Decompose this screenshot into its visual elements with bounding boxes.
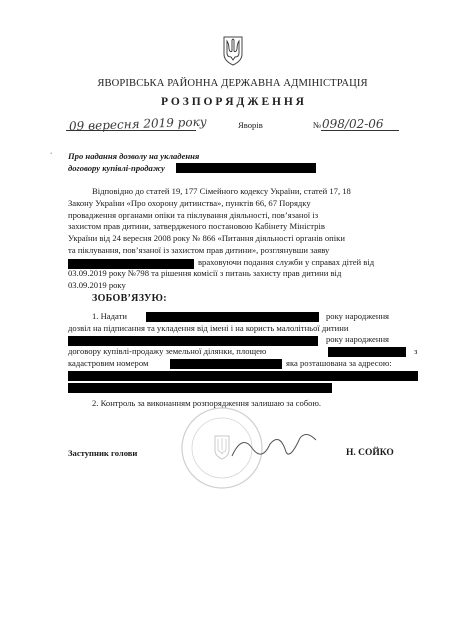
number-sign: № — [313, 120, 322, 130]
redacted-child-name — [68, 336, 318, 346]
redacted-cadastral-number — [170, 359, 282, 369]
paragraph-1-line-4: захистом прав дитини, затвердженого постановою Кабінету Міністрів — [68, 221, 325, 231]
date-handwritten: 09 вересня 2019 року — [68, 114, 207, 134]
redacted-parent-name — [146, 312, 319, 322]
number-handwritten: 098/02-06 — [322, 117, 384, 131]
item-1-cadastre: кадастровим номером — [68, 358, 149, 368]
redacted-subject-name — [176, 163, 316, 173]
item-1-contract: договору купівлі-продажу земельної ділянки, площею — [68, 346, 267, 356]
paragraph-1-line-8: 03.09.2019 року №798 та рішення комісії з питань захисту прав дитини від — [68, 268, 342, 278]
redacted-area — [328, 347, 406, 357]
paragraph-1-line-9: 03.09.2019 року — [68, 280, 126, 290]
coat-of-arms-icon — [222, 36, 244, 66]
item-1-birth: року народження — [326, 311, 390, 321]
paragraph-1-line-7: враховуючи подання служби у справах дітей від — [198, 257, 375, 267]
subject-line-1: Про надання дозволу на укладення — [68, 151, 200, 161]
subject-line-2: договору купівлі-продажу — [68, 163, 165, 173]
paragraph-1-line-5: України від 24 вересня 2008 року № 866 «Питання діяльності органів опіки — [68, 233, 345, 243]
signatory-position: Заступник голови — [68, 448, 138, 458]
signatory-name: Н. СОЙКО — [346, 448, 394, 458]
place: Яворів — [238, 120, 263, 130]
item-1-start: 1. Надати — [92, 311, 127, 321]
item-1-located: яка розташована за адресою: — [286, 358, 392, 368]
redacted-address-cont — [68, 383, 332, 393]
paragraph-1-line-6: та піклування, пов’язаної із захистом прав дитини», розглянувши заяву — [68, 245, 330, 255]
redacted-address — [68, 371, 418, 381]
margin-mark: ‘ — [50, 151, 53, 159]
item-1-line-2: дозвіл на підписання та укладення від імені і на користь малолітньої дитини — [68, 323, 349, 333]
date-underline — [66, 130, 196, 131]
item-2: 2. Контроль за виконанням розпорядження залишаю за собою. — [92, 398, 322, 408]
paragraph-1-line-1: Відповідно до статей 19, 177 Сімейного кодексу України, статей 17, 18 — [92, 186, 351, 196]
org-name: ЯВОРІВСЬКА РАЙОННА ДЕРЖАВНА АДМІНІСТРАЦІЯ — [97, 78, 368, 89]
document-type-title: Р О З П О Р Я Д Ж Е Н Н Я — [161, 96, 304, 108]
paragraph-1-line-3: провадження органами опіки та піклування діяльності, пов’язаної із — [68, 210, 319, 220]
item-1-z: з — [414, 346, 418, 356]
paragraph-1-line-2: Закону України «Про охорону дитинства», пунктів 66, 67 Порядку — [68, 198, 311, 208]
item-1-birth-2: року народження — [326, 334, 390, 344]
number-underline — [321, 130, 399, 131]
oblige-heading: ЗОБОВ’ЯЗУЮ: — [92, 293, 167, 304]
handwritten-signature-icon — [228, 428, 320, 464]
